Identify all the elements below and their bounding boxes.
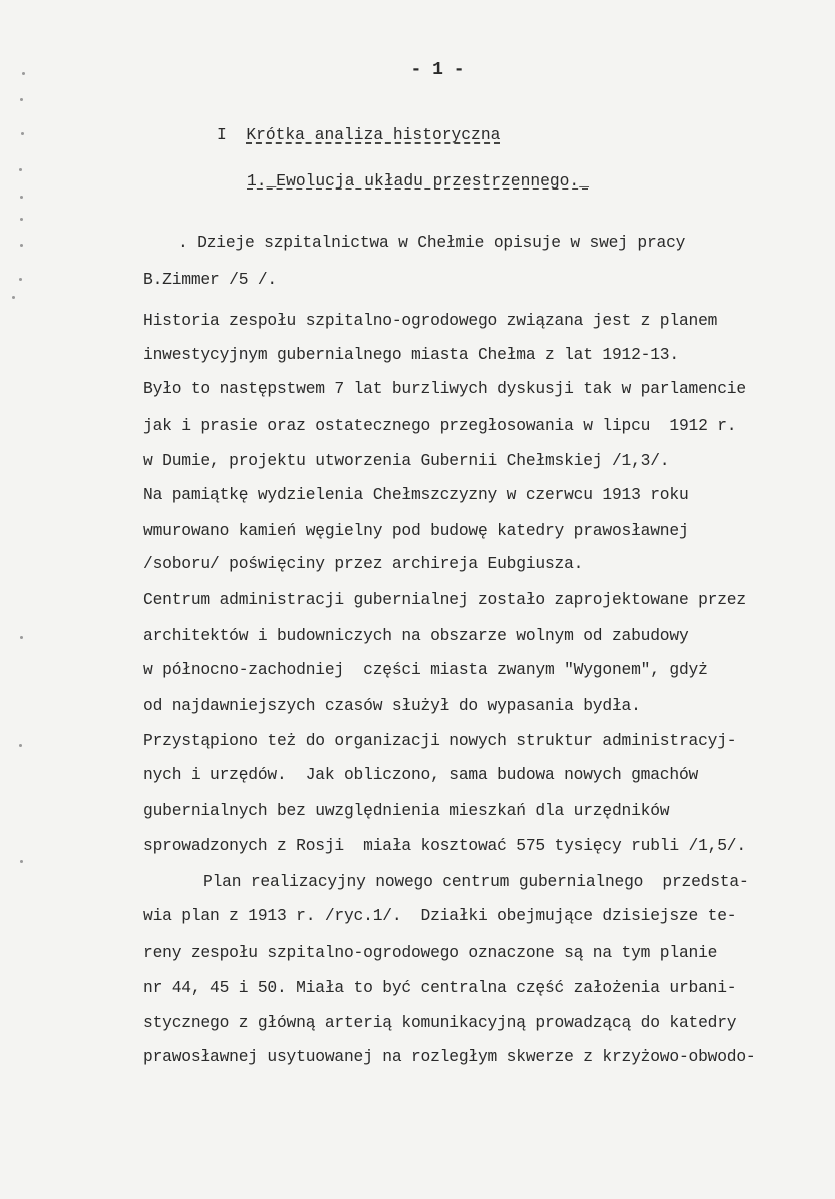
subsection-heading: 1._Ewolucja układu przestrzennego._ — [247, 171, 589, 190]
text-line: sprowadzonych z Rosji miała kosztować 575 tysięcy rubli /1,5/. — [143, 836, 746, 855]
text-line: w Dumie, projektu utworzenia Gubernii Chełmskiej /1,3/. — [143, 451, 670, 470]
text-line: Przystąpiono też do organizacji nowych struktur administracyj- — [143, 731, 737, 750]
text-line: prawosławnej usytuowanej na rozległym skwerze z krzyżowo-obwodo- — [143, 1047, 756, 1066]
section-roman-numeral: I — [217, 125, 227, 144]
text-line: jak i prasie oraz ostatecznego przegłosowania w lipcu 1912 r. — [143, 416, 737, 435]
text-line: Plan realizacyjny nowego centrum gubernialnego przedsta- — [203, 872, 749, 891]
text-line: Było to następstwem 7 lat burzliwych dyskusji tak w parlamencie — [143, 379, 746, 398]
section-title: Krótka analiza historyczna — [246, 125, 501, 144]
text-line: nr 44, 45 i 50. Miała to być centralna część założenia urbani- — [143, 978, 737, 997]
text-line: architektów i budowniczych na obszarze wolnym od zabudowy — [143, 626, 689, 645]
text-line: Centrum administracji gubernialnej zostało zaprojektowane przez — [143, 590, 746, 609]
page-number: - 1 - — [410, 60, 465, 80]
text-line: wia plan z 1913 r. /ryc.1/. Działki obejmujące dzisiejsze te- — [143, 906, 737, 925]
text-line: gubernialnych bez uwzględnienia mieszkań dla urzędników — [143, 801, 670, 820]
text-line: wmurowano kamień węgielny pod budowę katedry prawosławnej — [143, 521, 689, 540]
text-line: nych i urzędów. Jak obliczono, sama budowa nowych gmachów — [143, 765, 699, 784]
text-line: Historia zespołu szpitalno-ogrodowego związana jest z planem — [143, 311, 718, 330]
text-line: inwestycyjnym gubernialnego miasta Chełma z lat 1912-13. — [143, 345, 679, 364]
text-line: w północno-zachodniej części miasta zwanym "Wygonem", gdyż — [143, 660, 708, 679]
text-line: B.Zimmer /5 /. — [143, 270, 277, 289]
text-line: . Dzieje szpitalnictwa w Chełmie opisuje w swej pracy — [178, 233, 686, 252]
text-line: reny zespołu szpitalno-ogrodowego oznaczone są na tym planie — [143, 943, 718, 962]
text-line: stycznego z główną arterią komunikacyjną prowadzącą do katedry — [143, 1013, 737, 1032]
text-line: od najdawniejszych czasów służył do wypasania bydła. — [143, 696, 641, 715]
section-heading — [217, 125, 500, 145]
text-line: /soboru/ poświęciny przez archireja Eubgiusza. — [143, 554, 584, 573]
text-line: Na pamiątkę wydzielenia Chełmszczyzny w czerwcu 1913 roku — [143, 485, 689, 504]
